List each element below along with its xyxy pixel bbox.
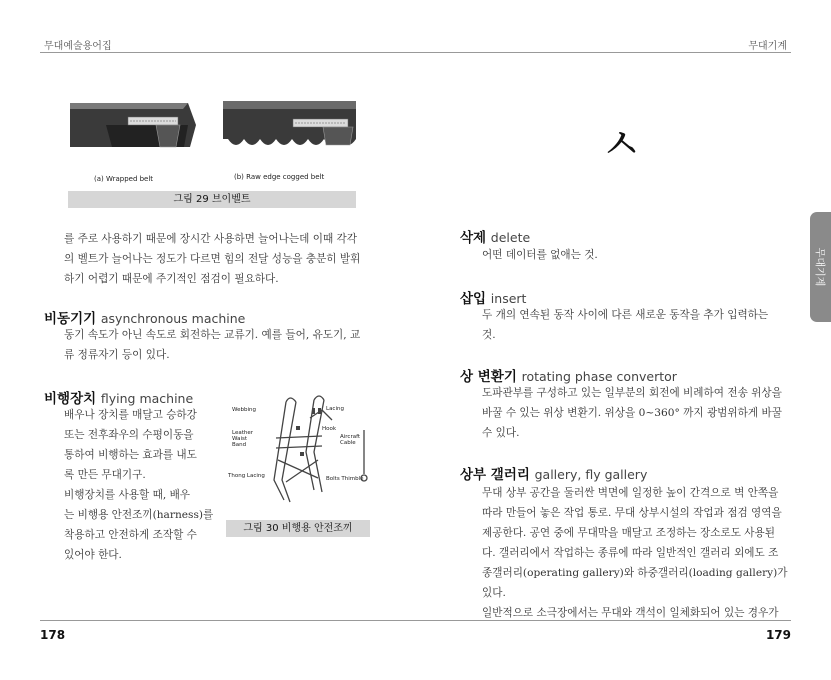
entry-definition-rotating-phase-convertor bbox=[482, 383, 792, 443]
figure-29 bbox=[68, 95, 358, 190]
entry-definition-delete bbox=[482, 245, 792, 265]
text-line: 하기 어렵기 때문에 주기적인 점검이 필요하다. bbox=[64, 273, 279, 285]
page-number-left: 178 bbox=[40, 628, 66, 642]
term-korean: 비행장치 bbox=[44, 391, 97, 407]
entry-term-insert bbox=[460, 287, 526, 307]
footer-rule bbox=[40, 620, 791, 621]
text-line: 동기 속도가 아닌 속도로 회전하는 교류기. 예를 들어, 유도기, 교 bbox=[64, 329, 361, 341]
label-bolts-thimble: Bolts Thimble bbox=[326, 476, 364, 482]
text-line: 제공한다. 공연 중에 무대막을 매달고 조정하는 장소로도 사용된 bbox=[482, 527, 776, 539]
text-line: 류 정류자기 등이 있다. bbox=[64, 349, 170, 361]
text-line: 는 비행용 안전조끼(harness)를 bbox=[64, 509, 214, 521]
text-line: 일반적으로 소극장에서는 무대와 객석이 일체화되어 있는 경우가 bbox=[482, 607, 779, 619]
term-english: gallery, fly gallery bbox=[534, 467, 648, 482]
text-line: 다. 갤러리에서 작업하는 종류에 따라 일반적인 갤러리 외에도 조 bbox=[482, 547, 779, 559]
entry-term-flying-machine bbox=[44, 387, 193, 407]
label-aircraft-cable: Aircraft Cable bbox=[340, 434, 361, 446]
entry-definition-asynchronous-machine bbox=[64, 325, 374, 365]
running-header-right: 무대기계 bbox=[748, 41, 787, 52]
figure-30-caption: 그림 30 비행용 안전조끼 bbox=[226, 520, 370, 537]
header-rule bbox=[40, 52, 791, 53]
text-line: 무대 상부 공간을 둘러싼 벽면에 일정한 높이 간격으로 벽 안쪽을 bbox=[482, 487, 779, 499]
belt-continuation-paragraph bbox=[64, 229, 374, 289]
text-line: 도파관부를 구성하고 있는 일부분의 회전에 비례하여 전송 위상을 bbox=[482, 387, 782, 399]
running-header-left: 무대예술용어집 bbox=[44, 41, 112, 52]
entry-term-delete bbox=[460, 226, 530, 246]
text-line: 의 벨트가 늘어나는 정도가 다르면 힘의 전달 성능을 충분히 발휘 bbox=[64, 253, 361, 265]
text-line: 배우나 장치를 매달고 승하강 bbox=[64, 409, 197, 421]
label-leather-waist-band: Leather Waist Band bbox=[232, 430, 254, 448]
text-line: 통하여 비행하는 효과를 내도 bbox=[64, 449, 197, 461]
label-lacing: Lacing bbox=[326, 406, 344, 412]
figure-29-label-b: (b) Raw edge cogged belt bbox=[234, 173, 325, 181]
text-line: 수 있다. bbox=[482, 427, 520, 439]
entry-definition-insert bbox=[482, 305, 792, 345]
entry-definition-gallery bbox=[482, 483, 792, 623]
term-korean: 비동기기 bbox=[44, 311, 97, 327]
figure-29-label-a: (a) Wrapped belt bbox=[94, 175, 154, 183]
text-line: 비행장치를 사용할 때, 배우 bbox=[64, 489, 191, 501]
term-korean: 삽입 bbox=[460, 291, 487, 307]
text-line: 바꿀 수 있는 위상 변환기. 위상을 0~360° 까지 광범위하게 바꿀 bbox=[482, 407, 782, 419]
text-line: 따라 만들어 놓은 작업 통로. 무대 상부시설의 작업과 점검 영역을 bbox=[482, 507, 782, 519]
text-line: 록 만든 무대기구. bbox=[64, 469, 146, 481]
page-number-right: 179 bbox=[765, 628, 791, 642]
label-hook: Hook bbox=[322, 426, 337, 432]
text-line: 두 개의 연속된 동작 사이에 다른 새로운 동작을 추가 입력하는 bbox=[482, 309, 769, 321]
term-korean: 상부 갤러리 bbox=[460, 467, 530, 483]
text-line: 착용하고 안전하게 조작할 수 bbox=[64, 529, 197, 541]
text-line: 있어야 한다. bbox=[64, 549, 122, 561]
text-line: 것. bbox=[482, 329, 496, 341]
entry-term-gallery bbox=[460, 463, 647, 483]
entry-term-asynchronous-machine bbox=[44, 307, 245, 327]
text-line: 또는 전후좌우의 수평이동을 bbox=[64, 429, 194, 441]
label-thong-lacing: Thong Lacing bbox=[228, 473, 265, 479]
term-english: asynchronous machine bbox=[100, 311, 246, 326]
text-line: 종갤러리(operating gallery)와 하중갤러리(loading gallery)가 있다. bbox=[482, 567, 788, 599]
term-korean: 상 변환기 bbox=[460, 369, 517, 385]
term-english: delete bbox=[490, 230, 531, 245]
term-english: flying machine bbox=[100, 391, 194, 406]
side-tab bbox=[810, 212, 831, 322]
label-webbing: Webbing bbox=[232, 407, 256, 413]
figure-29-caption: 그림 29 브이벨트 bbox=[68, 191, 356, 208]
section-letter: ㅅ bbox=[600, 119, 643, 170]
wrapped-belt-drawing bbox=[70, 103, 196, 147]
entry-term-rotating-phase-convertor bbox=[460, 365, 677, 385]
text-line: 어떤 데이터를 없애는 것. bbox=[482, 249, 598, 261]
text-line: 를 주로 사용하기 때문에 장시간 사용하면 늘어나는데 이때 각각 bbox=[64, 233, 358, 245]
side-tab-label: 무대기계 bbox=[813, 247, 824, 287]
term-english: insert bbox=[490, 291, 527, 306]
figure-30 bbox=[226, 390, 370, 515]
cogged-belt-drawing bbox=[223, 101, 356, 145]
term-english: rotating phase convertor bbox=[521, 369, 677, 384]
entry-definition-flying-machine bbox=[64, 405, 224, 565]
term-korean: 삭제 bbox=[460, 230, 487, 246]
